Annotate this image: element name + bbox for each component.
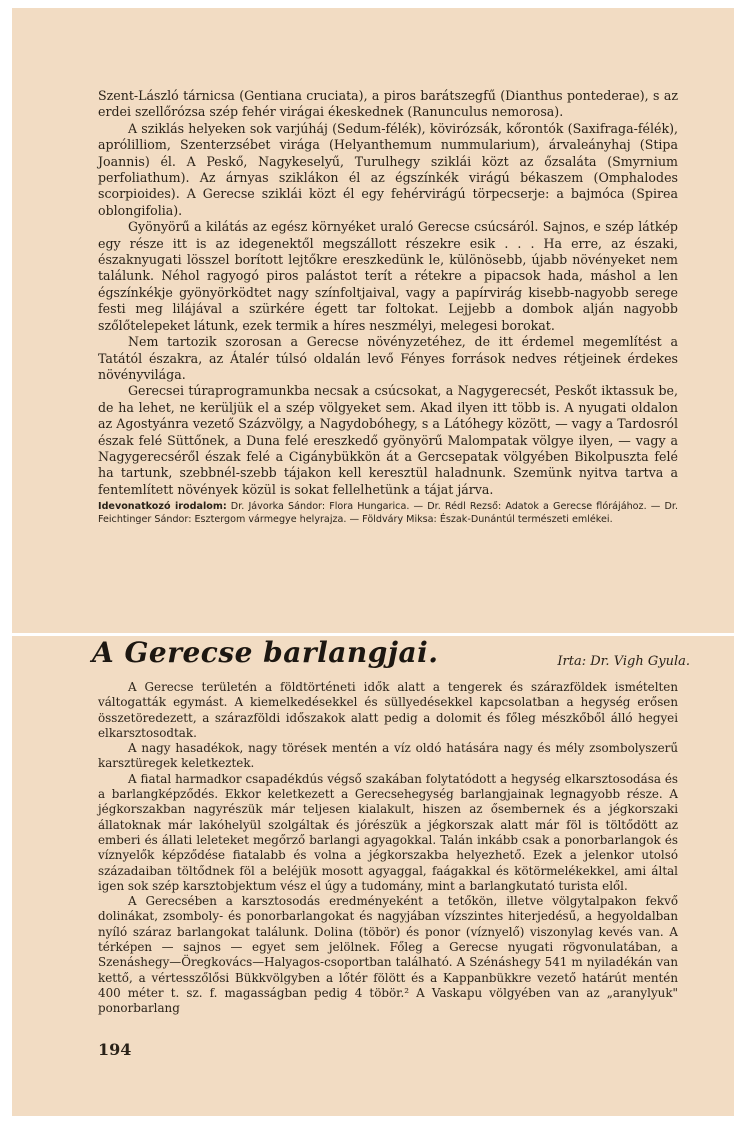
paragraph: Szent-László tárnicsa (Gentiana cruciata), a piros barátszegfű (Dianthus pontederae), s az erdei szellőrózsa szép fehér virágai ékeskednek (Ranunculus nemorosa). <box>98 88 678 120</box>
references-label: Idevonatkozó irodalom: <box>98 501 227 513</box>
paragraph: A fiatal harmadkor csapadékdús végső szakában folytatódott a hegység elkarsztosodása és a barlangképződés. Ekkor keletkezett a Gerecsehegység barlangjainak legnagyobb része. A jégkorszakban nagyrészük már teljesen kialakult, hiszen az ősembernek és a jégkorszaki állatoknak már lakóhelyül szolgáltak és jórészük a jégkorszak alatt már föl is töltődött az emberi és állati leleteket megőrző barlangi agyagokkal. Talán inkább csak a ponorbarlangok és víznyelők képződése fiatalabb és volna a jégkorszakba helyezhető. Ezek a jelenkor utolsó századaiban töltődnek föl a beléjük mosott agyaggal, faágakkal és kötörmelékekkel, ami által igen sok szép karsztobjektum vész el úgy a tudomány, mint a barlangkutató turista elől. <box>98 771 678 893</box>
article-title: A Gerecse barlangjai. <box>92 636 439 669</box>
references-text: Dr. Jávorka Sándor: Flora Hungarica. — Dr. Rédl Rezső: Adatok a Gerecse flórájához. — Dr. Feichtinger Sándor: Esztergom vármegye helyrajza. — Földváry Miksa: Észak-Dunántúl természeti emlékei. <box>98 501 678 525</box>
book-page <box>12 8 734 1116</box>
paragraph: A Gerecse területén a földtörténeti idők alatt a tengerek és szárazföldek ismételten váltogatták egymást. A kiemelkedésekkel és süllyedésekkel kapcsolatban a hegység erősen összetöredezett, a szárazföldi időszakok alatt pedig a dolomit és főleg mészkőből álló hegyei elkarsztosodtak. <box>98 680 678 740</box>
references <box>98 501 678 526</box>
paragraph: Gerecsei túraprogramunkba necsak a csúcsokat, a Nagygerecsét, Peskőt iktassuk be, de ha lehet, ne kerüljük el a szép völgyeket sem. Akad ilyen itt több is. A nyugati oldalon az Agostyánra vezető Százvölgy, a Nagydobóhegy, s a Látóhegy között, — vagy a Tardosról észak felé Süttőnek, a Duna felé ereszkedő gyönyörű Malompatak völgye ilyen, — vagy a Nagygerecséről észak felé a Cigánybükkön át a Gercsepatak völgyében Bikolpuszta felé ha tartunk, szebbnél-szebb tájakon kell keresztül haladnunk. Szemünk nyitva tartva a fentemlített növények közül is sokat fellelhetünk a tájat járva. <box>98 383 678 497</box>
flora-text-section <box>98 88 678 526</box>
paragraph: Gyönyörű a kilátás az egész környéket uraló Gerecse csúcsáról. Sajnos, e szép látkép egy része itt is az idegenektől megszállott részekre esik . . . Ha erre, az északi, északnyugati lösszel borított lejtőkre ereszkedünk le, különösebb, újabb növényeket nem találunk. Néhol ragyogó piros palástot terít a rétekre a pipacsok hada, máshol a len égszínkékje gyönyörködtet nagy színfoltjaival, vagy a papírvirág kisebb-nagyobb serege festi meg lilájával a szürkére égett tar foltokat. Lejjebb a dombok alján nagyobb szőlőtelepeket látunk, ezek termik a híres neszmélyi, melegesi borokat. <box>98 219 678 333</box>
page-number: 194 <box>98 1040 132 1059</box>
paragraph: A Gerecsében a karsztosodás eredményeként a tetőkön, illetve völgytalpakon fekvő dolinákat, zsomboly- és ponorbarlangokat és nagyjában vízszintes hiterjedésű, a hegyoldalban nyíló száraz barlangokat találunk. Dolina (töbör) és ponor (víznyelő) viszonylag kevés van. A térképen — sajnos — egyet sem jelölnek. Főleg a Gerecse nyugati rögvonulatában, a Szenáshegy—Öregkovács—Halyagos-csoportban található. A Szénáshegy 541 m nyiladékán van kettő, a vértesszőlősi Bükkvölgyben a lőtér fölött és a Kappanbükkre vezető határút mentén 400 méter t. sz. f. magasságban pedig 4 töbör.² A Vaskapu völgyében van az „aranylyuk" ponorbarlang <box>98 894 678 1016</box>
article-heading <box>92 636 692 680</box>
paragraph: A nagy hasadékok, nagy törések mentén a víz oldó hatására nagy és mély zsombolyszerű karsztüregek keletkeztek. <box>98 741 678 771</box>
paragraph: A sziklás helyeken sok varjúháj (Sedum-félék), kövirózsák, kőrontók (Saxifraga-félék), aprólilliom, Szenterzsébet virága (Helyanthemum nummularium), árvaleányhaj (Stipa Joannis) él. A Peskő, Nagykeselyű, Turulhegy sziklái közt az őzsaláta (Smyrnium perfoliathum). Az árnyas sziklákon él az égszínkék virágú békaszem (Omphalodes scorpioides). A Gerecse sziklái közt él egy fehérvirágú törpecserje: a bajmóca (Spirea oblongifolia). <box>98 120 678 218</box>
article-author: Irta: Dr. Vigh Gyula. <box>557 654 690 669</box>
article-body <box>98 680 678 1017</box>
paragraph: Nem tartozik szorosan a Gerecse növényzetéhez, de itt érdemel megemlítést a Tatától északra, az Átalér túlsó oldalán levő Fényes források nedves rétjeinek érdekes növényvilága. <box>98 334 678 382</box>
